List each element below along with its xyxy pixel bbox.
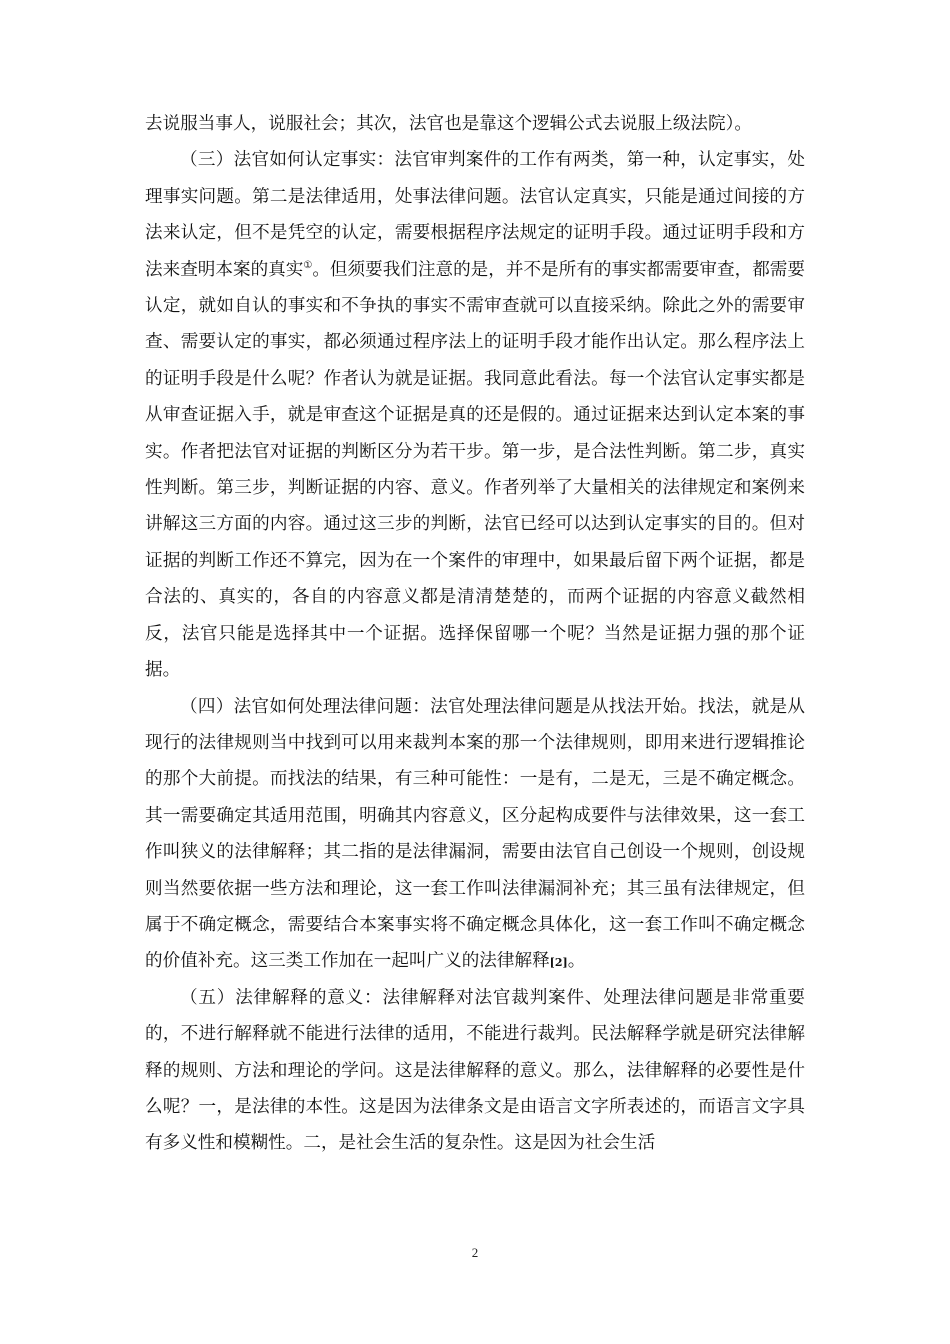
paragraph-text: （四）法官如何处理法律问题：法官处理法律问题是从找法开始。找法，就是从现行的法律规则当中找到可以用来裁判本案的那一个法律规则，即用来进行逻辑推论的那个大前提。而找法的结果，有三种可能性：一是有，二是无，三是不确定概念。其一需要确定其适用范围，明确其内容意义，区分起构成要件与法律效果，这一套工作叫狭义的法律解释；其二指的是法律漏洞，需要由法官自己创设一个规则，创设规则当然要依据一些方法和理论，这一套工作叫法律漏洞补充；其三虽有法律规定，但属于不确定概念，需要结合本案事实将不确定概念具体化，这一套工作叫不确定概念的价值补充。这三类工作加在一起叫广义的法律解释 — [145, 696, 805, 972]
paragraph — [145, 980, 805, 1162]
paragraph-text: 去说服当事人，说服社会；其次，法官也是靠这个逻辑公式去说服上级法院）。 — [145, 114, 752, 134]
footnote-marker: ① — [303, 259, 313, 271]
paragraph-text: （五）法律解释的意义：法律解释对法官裁判案件、处理法律问题是非常重要的，不进行解释就不能进行法律的适用，不能进行裁判。民法解释学就是研究法律解释的规则、方法和理论的学问。这是法律解释的意义。那么，法律解释的必要性是什么呢？一，是法律的本性。这是因为法律条文是由语言文字所表述的，而语言文字具有多义性和模糊性。二，是社会生活的复杂性。这是因为社会生活 — [145, 987, 805, 1154]
body-text — [145, 106, 805, 1162]
paragraph — [145, 142, 805, 688]
reference-marker: [2] — [549, 956, 568, 970]
paragraph-text: 。但须要我们注意的是，并不是所有的事实都需要审查，都需要认定，就如自认的事实和不争执的事实不需审查就可以直接采纳。除此之外的需要审查、需要认定的事实，都必须通过程序法上的证明手段才能作出认定。那么程序法上的证明手段是什么呢？作者认为就是证据。我同意此看法。每一个法官认定事实都是从审查证据入手，就是审查这个证据是真的还是假的。通过证据来达到认定本案的事实。作者把法官对证据的判断区分为若干步。第一步，是合法性判断。第二步，真实性判断。第三步，判断证据的内容、意义。作者列举了大量相关的法律规定和案例来讲解这三方面的内容。通过这三步的判断，法官已经可以达到认定事实的目的。但对证据的判断工作还不算完，因为在一个案件的审理中，如果最后留下两个证据，都是合法的、真实的，各自的内容意义都是清清楚楚的，而两个证据的内容意义截然相反，法官只能是选择其中一个证据。选择保留哪一个呢？当然是证据力强的那个证据。 — [145, 259, 805, 681]
paragraph-text: 。 — [567, 951, 586, 972]
page-number: 2 — [471, 1245, 479, 1260]
paragraph — [145, 106, 805, 142]
paragraph — [145, 689, 805, 980]
paragraph-text: （三）法官如何认定事实：法官审判案件的工作有两类，第一种，认定事实，处理事实问题。第二是法律适用，处事法律问题。法官认定真实，只能是通过间接的方法来认定，但不是凭空的认定，需要根据程序法规定的证明手段。通过证明手段和方法来查明本案的真实 — [145, 150, 805, 280]
